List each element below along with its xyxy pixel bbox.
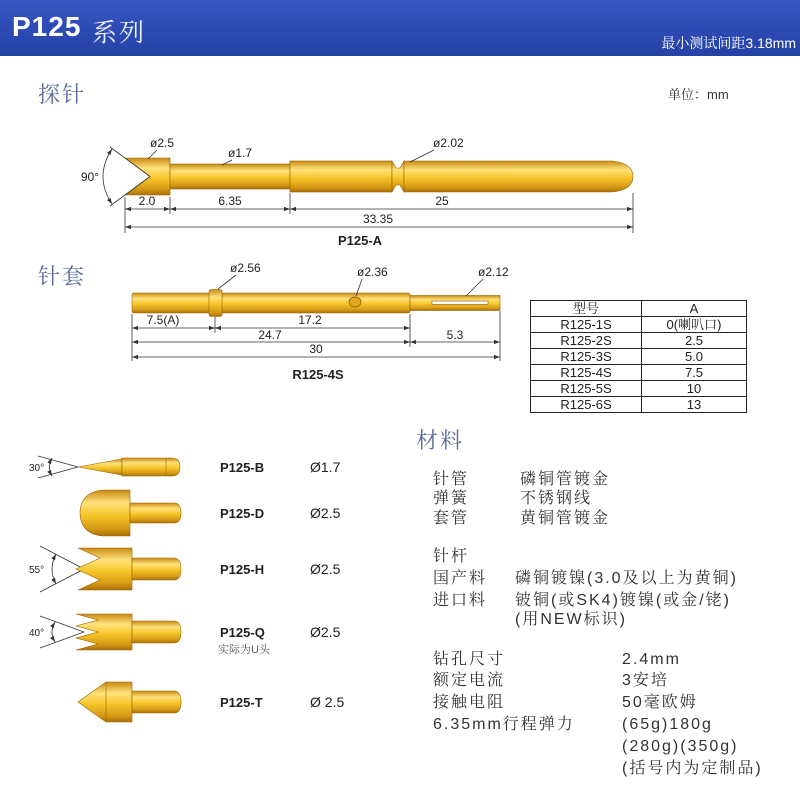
probe-crown-head [125, 158, 170, 195]
table-cell-a: 10 [642, 381, 747, 397]
tip-diameter-label: Ø 2.5 [310, 694, 345, 710]
table-cell-a: 5.0 [642, 349, 747, 365]
tip-angle-label: 40° [29, 628, 45, 639]
crown-angle-arc [103, 149, 112, 204]
table-cell-model: R125-3S [531, 349, 642, 365]
sleeve-tube [132, 293, 410, 313]
sleeve-ring [209, 290, 222, 317]
sleeve-slot [432, 301, 488, 305]
sleeve-model-label: R125-4S [292, 367, 344, 382]
series-word: 系列 [92, 19, 147, 47]
table-cell-model: R125-2S [531, 333, 642, 349]
tip-shaft [132, 691, 181, 713]
sleeve-side-hole [349, 297, 361, 307]
probe-p125-a-drawing [81, 136, 633, 248]
tip-p125-q [29, 614, 341, 656]
probe-barrel-diameter-leader [410, 150, 434, 162]
plunger-option-name: 国产料 [433, 570, 488, 587]
sleeve-size-table [530, 300, 747, 413]
unit-label: 单位：mm [668, 87, 729, 102]
probe-model-label: P125-A [337, 233, 383, 248]
table-cell-a: 0(喇叭口) [642, 317, 747, 333]
tip-angle-edge [40, 632, 84, 648]
table-cell-model: R125-6S [531, 397, 642, 413]
spec-name: 接触电阻 [433, 694, 506, 711]
tip-diameter-label: Ø2.5 [310, 505, 341, 521]
tip-crown-head [76, 548, 132, 590]
material-part-name: 套管 [433, 510, 470, 527]
tip-diameter-label: Ø1.7 [310, 459, 341, 475]
sleeve-ring-diameter-label: ø2.56 [230, 261, 261, 275]
table-cell-model: R125-4S [531, 365, 642, 381]
table-header-row [531, 301, 747, 317]
tip-model-label: P125-Q [220, 625, 265, 640]
tip-p125-h [29, 546, 341, 592]
probe-section-title: 探针 [38, 82, 87, 107]
tip-model-label: P125-T [220, 695, 263, 710]
material-part-value: 黄铜管镀金 [520, 510, 611, 527]
probe-head-length-label: 2.0 [138, 194, 156, 208]
plunger-option-value: 磷铜镀镍(3.0及以上为黄铜) [515, 570, 738, 587]
probe-neck [170, 164, 290, 189]
tip-angle-arc [50, 458, 53, 476]
sleeve-mid-length-label: 17.2 [298, 313, 322, 327]
table-row [531, 365, 747, 381]
sleeve-ring-diameter-leader [218, 275, 236, 289]
probe-neck-diameter-label: ø1.7 [228, 146, 253, 160]
spec-value-note: (括号内为定制品) [622, 760, 763, 777]
sleeve-total-length-label: 30 [309, 342, 323, 356]
tip-model-label: P125-B [220, 460, 265, 475]
tip-shaft [130, 503, 181, 523]
sleeve-table [530, 300, 747, 413]
tip-diameter-label: Ø2.5 [310, 561, 341, 577]
tip-note-label: 实际为U头 [218, 644, 270, 656]
table-row [531, 381, 747, 397]
probe-head-diameter-label: ø2.5 [150, 136, 175, 150]
tip-angle-arc [52, 622, 55, 642]
probe-total-length-label: 33.35 [362, 212, 394, 226]
tip-angle-label: 30° [29, 463, 45, 474]
table-header-a: A [642, 301, 747, 317]
material-part-name: 弹簧 [433, 490, 470, 507]
probe-barrel-crimp [392, 161, 404, 192]
probe-barrel-front [404, 161, 633, 192]
tip-angle-arc [52, 554, 56, 584]
sleeve-front-length-label: 24.7 [258, 328, 282, 342]
sleeve-r125-4s-drawing [132, 261, 509, 382]
crown-angle-label: 90° [80, 170, 99, 184]
tip-cone [78, 459, 122, 475]
tip-angle-edge [40, 569, 84, 592]
tip-crown-head [76, 614, 132, 650]
material-part-value: 磷铜管镀金 [520, 471, 611, 488]
sleeve-tail-diameter-label: ø2.12 [478, 265, 509, 279]
tip-angle-edge [40, 546, 84, 569]
table-row [531, 349, 747, 365]
spec-value: (65g)180g [622, 716, 713, 733]
tip-p125-d [80, 490, 341, 536]
table-row [531, 317, 747, 333]
table-header-model: 型号 [531, 301, 642, 317]
plunger-option-note: (用NEW标识) [515, 611, 627, 628]
probe-neck-length-label: 6.35 [218, 194, 242, 208]
table-row [531, 333, 747, 349]
series-code: P125 [12, 11, 82, 42]
sleeve-tube-diameter-label: ø2.36 [357, 265, 388, 279]
plunger-title: 针杆 [433, 548, 470, 565]
tip-angle-label: 55° [29, 565, 45, 576]
material-part-value: 不锈钢线 [520, 490, 593, 507]
spec-value: 2.4mm [622, 651, 681, 668]
spec-value: 3安培 [622, 672, 669, 689]
spec-name: 钻孔尺寸 [433, 651, 506, 668]
table-cell-a: 7.5 [642, 365, 747, 381]
probe-barrel-rear [290, 161, 392, 192]
material-part-name: 针管 [433, 471, 470, 488]
tip-shaft [132, 621, 181, 643]
tip-p125-b [29, 456, 341, 478]
plunger-option-value: 铍铜(或SK4)镀镍(或金/铑) [515, 592, 732, 609]
tip-model-label: P125-D [220, 506, 265, 521]
sleeve-tail-length-label: 5.3 [446, 328, 464, 342]
tip-angle-edge [40, 616, 84, 632]
spec-value: 50毫欧姆 [622, 694, 698, 711]
sleeve-section-title: 针套 [38, 264, 87, 289]
table-cell-a: 2.5 [642, 333, 747, 349]
spec-name: 6.35mm行程弹力 [433, 716, 575, 733]
materials-title: 材料 [416, 428, 465, 453]
sleeve-tail-diameter-leader [466, 279, 483, 296]
table-row [531, 397, 747, 413]
probe-head-diameter-leader [148, 150, 157, 159]
tip-p125-t [78, 682, 344, 722]
table-cell-model: R125-1S [531, 317, 642, 333]
sleeve-a-length-label: 7.5(A) [146, 313, 180, 327]
tip-model-label: P125-H [220, 562, 265, 577]
tip-dome-head [80, 490, 130, 536]
spec-value-extra: (280g)(350g) [622, 738, 739, 755]
table-cell-model: R125-5S [531, 381, 642, 397]
probe-barrel-diameter-label: ø2.02 [433, 136, 464, 150]
min-pitch-label: 最小测试间距3.18mm [661, 35, 796, 51]
tip-diameter-label: Ø2.5 [310, 624, 341, 640]
probe-barrel-length-label: 25 [435, 194, 449, 208]
plunger-option-name: 进口料 [433, 592, 488, 609]
spec-name: 额定电流 [433, 672, 506, 689]
tip-shaft [132, 558, 181, 580]
tip-cone-head [78, 682, 132, 722]
table-cell-a: 13 [642, 397, 747, 413]
tip-shaft [122, 458, 180, 476]
